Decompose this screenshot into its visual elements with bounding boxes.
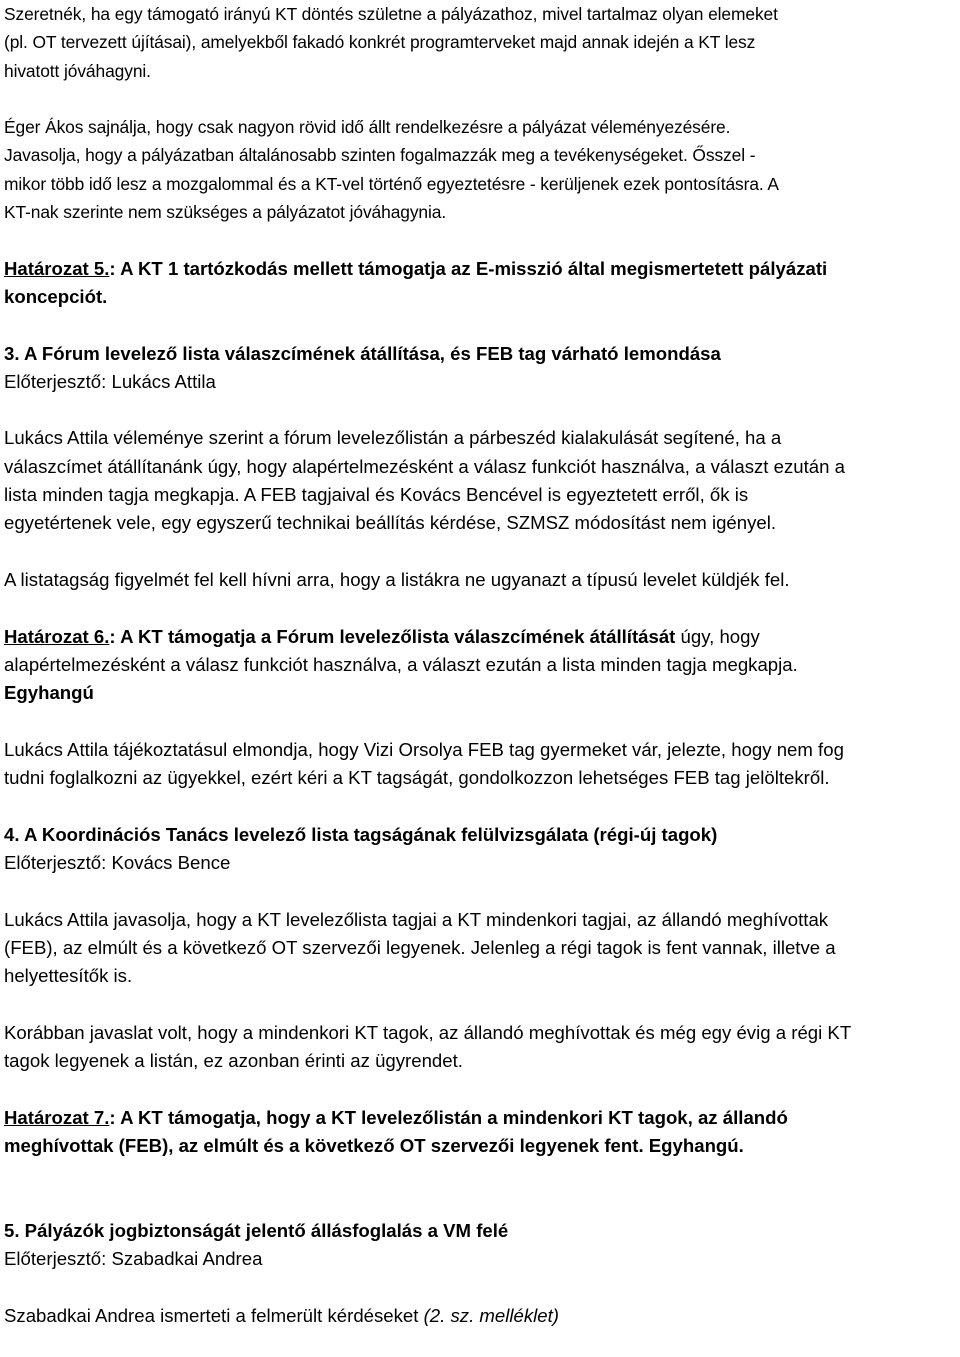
resolution-vote: Egyhangú [4, 682, 94, 704]
document-page [4, 0, 956, 1330]
text-line: Korábban javaslat volt, hogy a mindenkori KT tagok, az állandó meghívottak és még egy évig a régi KT [4, 1021, 852, 1043]
feb-paragraph [4, 736, 956, 793]
resolution-5 [4, 255, 956, 312]
section-3 [4, 340, 956, 397]
text-line: Éger Ákos sajnálja, hogy csak nagyon rövid idő állt rendelkezésre a pályázat véleményezésére. [4, 117, 731, 138]
text-line: hivatott jóváhagyni. [4, 60, 151, 81]
text-line: tudni foglalkozni az ügyekkel, ezért kéri a KT tagságát, gondolkozzon lehetséges FEB tag jelöltekről. [4, 767, 830, 789]
intro-paragraph [4, 0, 956, 85]
resolution-text: A KT támogatja, hogy a KT levelezőlistán a mindenkori KT tagok, az állandó [115, 1106, 788, 1128]
section-3-paragraph-2 [4, 566, 956, 594]
resolution-text: A KT támogatja a Fórum levelezőlista válaszcímének átállítását [115, 625, 676, 647]
resolution-label: Határozat 6. [4, 625, 110, 647]
presenter: Előterjesztő: Kovács Bence [4, 851, 231, 873]
resolution-text: alapértelmezésként a válasz funkciót használva, a választ ezután a lista minden tagja megkapja. [4, 653, 798, 675]
eger-paragraph [4, 113, 956, 226]
section-4-paragraph-2 [4, 1019, 956, 1076]
section-4-paragraph [4, 906, 956, 991]
text-line: Szeretnék, ha egy támogató irányú KT döntés születne a pályázathoz, mivel tartalmaz olyan elemeket [4, 4, 778, 24]
resolution-text: meghívottak (FEB), az elmúlt és a következő OT szervezői legyenek fent. Egyhangú. [4, 1134, 744, 1156]
resolution-label: Határozat 5. [4, 257, 110, 279]
text-line: egyetértenek vele, egy egyszerű technikai beállítás kérdése, SZMSZ módosítást nem igényel. [4, 512, 777, 534]
resolution-separator: : [109, 257, 116, 279]
section-heading: 5. Pályázók jogbiztonságát jelentő állásfoglalás a VM felé [4, 1219, 509, 1241]
text-line: válaszcímet átállítanánk úgy, hogy alapértelmezésként a válasz funkciót használva, a választ ezután a [4, 455, 845, 477]
resolution-7 [4, 1104, 956, 1161]
text-line: mikor több idő lesz a mozgalommal és a KT-vel történő egyeztetésre - kerüljenek ezek pontosításra. A [4, 173, 779, 194]
section-5-paragraph [4, 1302, 956, 1330]
presenter: Előterjesztő: Szabadkai Andrea [4, 1248, 263, 1270]
text-line: Lukács Attila tájékoztatásul elmondja, hogy Vizi Orsolya FEB tag gyermeket vár, jelezte, hogy nem fog [4, 738, 844, 760]
section-3-paragraph [4, 424, 956, 537]
text-line: helyettesítők is. [4, 965, 133, 987]
text-line: A listatagság figyelmét fel kell hívni arra, hogy a listákra ne ugyanazt a típusú levelet küldjék fel. [4, 568, 790, 590]
resolution-label: Határozat 7. [4, 1106, 110, 1128]
text-line: (FEB), az elmúlt és a következő OT szervezői legyenek. Jelenleg a régi tagok is fent vannak, illetve a [4, 936, 836, 958]
section-heading: 4. A Koordinációs Tanács levelező lista tagságának felülvizsgálata (régi-új tagok) [4, 823, 718, 845]
section-heading: 3. A Fórum levelező lista válaszcímének átállítása, és FEB tag várható lemondása [4, 342, 721, 364]
section-5 [4, 1217, 956, 1274]
attachment-reference: (2. sz. melléklet) [423, 1304, 559, 1326]
text-line: Lukács Attila véleménye szerint a fórum levelezőlistán a párbeszéd kialakulását segítené, ha a [4, 427, 782, 449]
text-line: Lukács Attila javasolja, hogy a KT levelezőlista tagjai a KT mindenkori tagjai, az állandó meghívottak [4, 908, 829, 930]
presenter: Előterjesztő: Lukács Attila [4, 370, 216, 392]
text-line: Szabadkai Andrea ismerteti a felmerült kérdéseket [4, 1304, 424, 1326]
text-line: (pl. OT tervezett újításai), amelyekből fakadó konkrét programterveket majd annak idején a KT lesz [4, 32, 756, 53]
resolution-separator: : [109, 1106, 116, 1128]
text-line: Javasolja, hogy a pályázatban általánosabb szinten fogalmazzák meg a tevékenységeket. Ősszel - [4, 145, 756, 166]
text-line: lista minden tagja megkapja. A FEB tagjaival és Kovács Bencével is egyeztetett erről, ők is [4, 484, 749, 506]
text-line: KT-nak szerinte nem szükséges a pályázatot jóváhagynia. [4, 202, 447, 223]
resolution-text-rest: úgy, hogy [675, 625, 760, 647]
resolution-separator: : [109, 625, 116, 647]
resolution-text: koncepciót. [4, 285, 108, 307]
resolution-6 [4, 623, 956, 708]
text-line: tagok legyenek a listán, ez azonban érinti az ügyrendet. [4, 1049, 463, 1071]
section-4 [4, 821, 956, 878]
resolution-text: A KT 1 tartózkodás mellett támogatja az E-misszió által megismertetett pályázati [115, 257, 828, 279]
